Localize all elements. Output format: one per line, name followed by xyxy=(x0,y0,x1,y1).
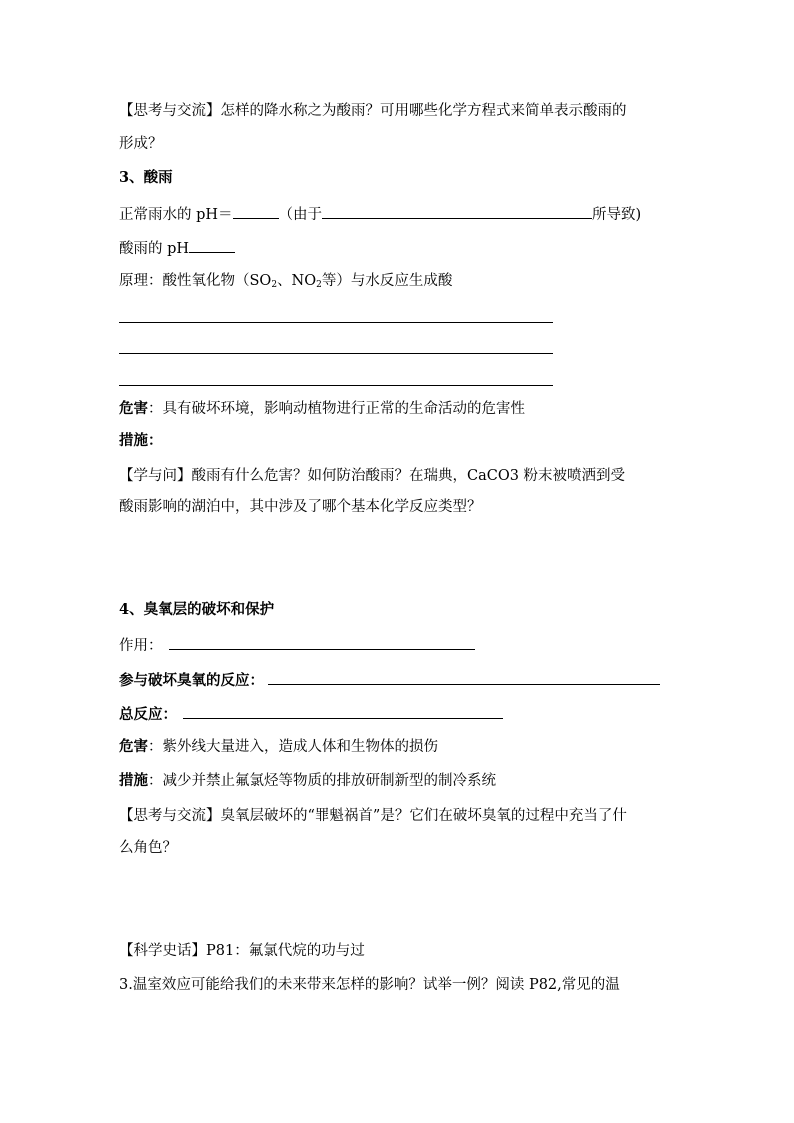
normal-ph-label: 正常雨水的 pH＝ xyxy=(119,207,233,223)
function-blank[interactable] xyxy=(169,634,475,650)
ozone-harm-text: ：紫外线大量进入，造成人体和生物体的损伤 xyxy=(148,739,438,755)
ozone-total-line xyxy=(119,703,503,725)
answer-line-2[interactable] xyxy=(119,353,553,354)
principle-line xyxy=(119,271,452,291)
normal-ph-line xyxy=(119,203,641,225)
reaction-label: 参与破坏臭氧的反应： xyxy=(119,672,264,689)
principle-text-2: 、NO xyxy=(277,273,317,289)
harm-label: 危害 xyxy=(119,400,148,417)
answer-line-1[interactable] xyxy=(119,322,553,323)
ozone-harm-label: 危害 xyxy=(119,738,148,755)
science-history-line xyxy=(119,941,365,961)
learn-ask-line xyxy=(119,466,625,486)
discuss-text-cont: 形成？ xyxy=(119,136,163,152)
section-heading-acid-rain: 3、酸雨 xyxy=(119,169,173,186)
principle-text-3: 等）与水反应生成酸 xyxy=(321,273,453,289)
discuss-text: 怎样的降水称之为酸雨？可用哪些化学方程式来简单表示酸雨的 xyxy=(220,103,627,119)
harm-text: ：具有破坏环境，影响动植物进行正常的生命活动的危害性 xyxy=(148,401,525,417)
learn-ask-text: 酸雨有什么危害？如何防治酸雨？在瑞典，CaCO3 粉末被喷洒到受 xyxy=(191,468,626,484)
discuss-question-1 xyxy=(119,101,627,121)
ozone-measures-line xyxy=(119,771,496,791)
history-bracket: 【科学史话】 xyxy=(119,943,206,959)
due-close: 所导致) xyxy=(592,207,642,223)
due-open: （由于 xyxy=(278,207,323,223)
discuss-question-2-cont: 么角色？ xyxy=(119,840,177,856)
reaction-blank[interactable] xyxy=(268,669,660,685)
acid-ph-label: 酸雨的 pH xyxy=(119,241,190,257)
discuss-bracket: 【思考与交流】 xyxy=(119,103,221,119)
learn-ask-cont: 酸雨影响的湖泊中，其中涉及了哪个基本化学反应类型？ xyxy=(119,499,482,515)
cause-blank[interactable] xyxy=(322,203,592,219)
discuss-question-2 xyxy=(119,806,627,826)
section-heading-ozone: 4、臭氧层的破坏和保护 xyxy=(119,601,275,618)
total-blank[interactable] xyxy=(183,703,503,719)
subscript-no2: 2 xyxy=(316,280,322,290)
acid-ph-line xyxy=(119,237,235,259)
discuss2-text: 臭氧层破坏的“罪魁祸首”是？它们在破坏臭氧的过程中充当了什 xyxy=(220,808,627,824)
ozone-function-line xyxy=(119,634,475,656)
history-text: P81：氟氯代烷的功与过 xyxy=(206,943,365,959)
ozone-reaction-line xyxy=(119,669,660,691)
ozone-measures-label: 措施 xyxy=(119,772,148,789)
subscript-so2: 2 xyxy=(271,280,278,290)
principle-label: 原理： xyxy=(119,273,163,289)
acid-harm-line xyxy=(119,399,525,419)
principle-text-1: 酸性氧化物（SO xyxy=(162,273,272,289)
greenhouse-question: 3.温室效应可能给我们的未来带来怎样的影响？试举一例？阅读 P82,常见的温 xyxy=(119,977,620,993)
acid-ph-blank[interactable] xyxy=(189,237,235,253)
learn-ask-bracket: 【学与问】 xyxy=(119,468,192,484)
discuss2-bracket: 【思考与交流】 xyxy=(119,808,221,824)
function-label: 作用： xyxy=(119,638,163,654)
discuss-question-1-cont xyxy=(119,134,163,154)
ozone-harm-line xyxy=(119,737,438,757)
ozone-measures-text: ：减少并禁止氟氯烃等物质的排放研制新型的制冷系统 xyxy=(148,773,496,789)
answer-line-3[interactable] xyxy=(119,385,553,386)
acid-measures-label: 措施： xyxy=(119,432,163,449)
normal-ph-blank[interactable] xyxy=(233,203,279,219)
total-label: 总反应： xyxy=(119,706,177,723)
